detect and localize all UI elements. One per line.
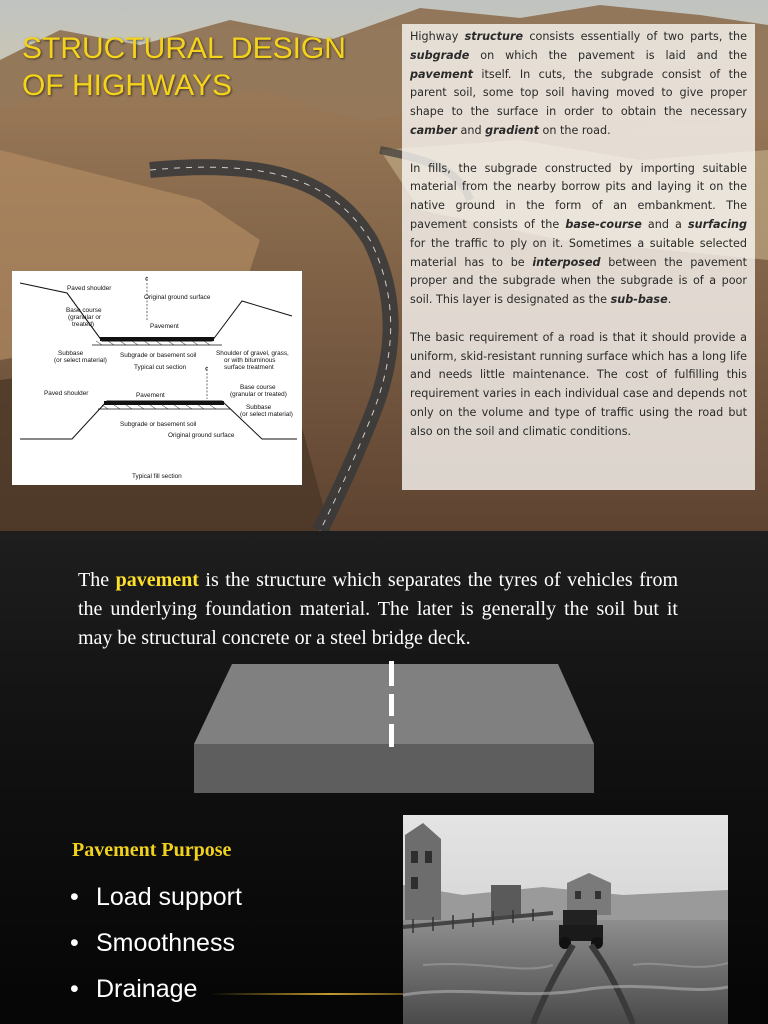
- pavement-highlight: pavement: [115, 569, 199, 591]
- paragraph-requirement: The basic requirement of a road is that it should provide a uniform, skid-resistant running surface which has a long life and needs little maintenance. The cost of fulfilling this requirement varies in each individual case and depends not only on the volume and type of traffic using the road but also on the soil and climatic conditions.: [410, 330, 747, 438]
- term-pavement: pavement: [410, 67, 473, 81]
- slide-pavement-purpose: [0, 531, 768, 1024]
- term-camber: camber: [410, 123, 457, 137]
- paragraph-structure: Highway structure consists essentially of two parts, the subgrade on which the pavement is laid and the pavement itself. In cuts, the subgrade consist of the parent soil, some top soil having moved to give proper shape to the surface in order to obtain the necessary camber and gradient on the road.: [410, 30, 747, 137]
- pavement-definition-text: The pavement is the structure which separates the tyres of vehicles from the underlying foundation material. The later is generally the soil but it may be structural concrete or a steel bridge deck.: [78, 569, 678, 649]
- label-typical-cut: Typical cut section: [134, 364, 187, 371]
- list-item: • Smoothness: [70, 929, 235, 957]
- label-subbase-cut: Subbase (or select material): [54, 350, 107, 364]
- description-text-box: [402, 24, 755, 490]
- muddy-road-vintage-photo: [403, 815, 728, 1024]
- label-paved-shoulder-fill: Paved shoulder: [44, 390, 89, 397]
- term-structure: structure: [464, 30, 524, 43]
- label-typical-fill: Typical fill section: [132, 473, 182, 480]
- label-original-ground-cut: Original ground surface: [144, 294, 211, 301]
- cross-section-diagram: [12, 271, 302, 485]
- pavement-slab-illustration: [0, 531, 768, 831]
- page-title: STRUCTURAL DESIGN OF HIGHWAYS: [22, 32, 346, 102]
- term-base-course: base-course: [565, 217, 642, 231]
- decorative-divider: [210, 993, 410, 995]
- centerline-mark-top: ¢: [145, 276, 149, 283]
- label-subgrade-fill: Subgrade or basement soil: [120, 421, 197, 428]
- purpose-list: [70, 874, 242, 1012]
- term-subgrade: subgrade: [410, 48, 470, 62]
- label-pavement-cut: Pavement: [150, 323, 179, 330]
- label-original-ground-fill: Original ground surface: [168, 432, 235, 439]
- label-base-course-cut: Base course (granular or treated): [66, 307, 102, 328]
- label-shoulder-gravel: Shoulder of gravel, grass, or with bituminous surface treatment: [216, 350, 289, 371]
- term-surfacing: surfacing: [688, 217, 747, 231]
- label-subgrade-cut: Subgrade or basement soil: [120, 352, 197, 359]
- term-interposed: interposed: [532, 255, 601, 269]
- label-subbase-fill: Subbase (or select material): [240, 404, 293, 418]
- label-base-course-fill: Base course (granular or treated): [230, 384, 287, 398]
- pavement-purpose-heading: Pavement Purpose: [72, 839, 232, 861]
- label-pavement-fill: Pavement: [136, 392, 165, 399]
- list-item: • Drainage: [70, 975, 198, 1003]
- centerline-mark-bottom: ¢: [205, 366, 209, 373]
- label-paved-shoulder-cut: Paved shoulder: [67, 285, 112, 292]
- paragraph-fills: In fills, the subgrade constructed by importing suitable material from the nearby borrow pits and laying it on the native ground in the form of an embankment. The pavement consists of the base-course and a surfacing for the traffic to ply on it. Sometimes a suitable selected material has to be interposed between the pavement proper and the subgrade when the subgrade is of a poor soil. This layer is designated as the sub-base.: [410, 161, 747, 307]
- term-gradient: gradient: [485, 123, 539, 137]
- term-sub-base: sub-base: [610, 293, 668, 307]
- list-item: • Load support: [70, 883, 242, 911]
